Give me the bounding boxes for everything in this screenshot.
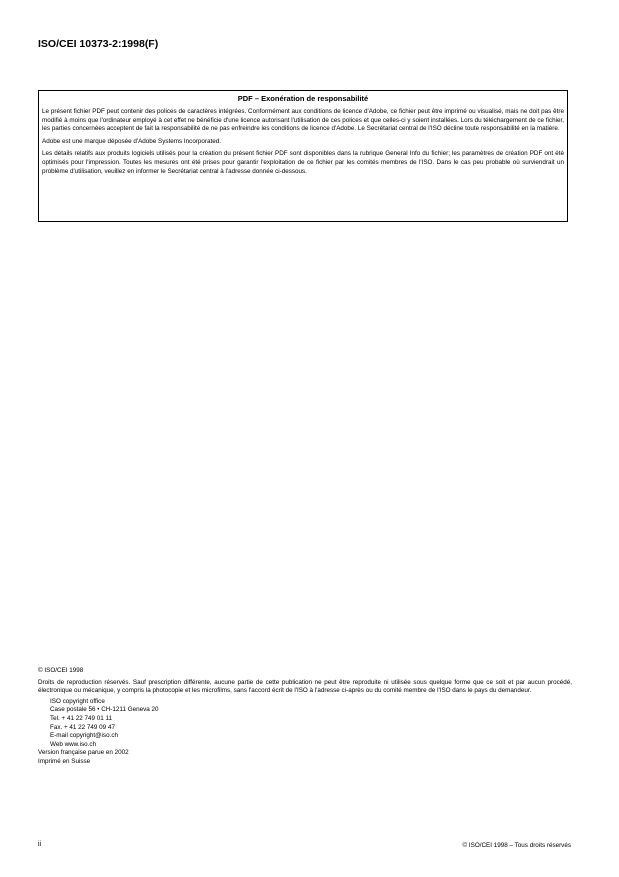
address-fax: Fax. + 41 22 749 09 47 — [50, 723, 115, 731]
disclaimer-paragraph-trademark: Adobe est une marque déposée d'Adobe Systems Incorporated. — [42, 137, 222, 145]
address-web: Web www.iso.ch — [50, 740, 97, 748]
printed-in-note: Imprimé en Suisse — [38, 757, 91, 765]
document-identifier: ISO/CEI 10373-2:1998(F) — [38, 38, 159, 50]
address-line: Case postale 56 • CH-1211 Geneva 20 — [50, 706, 159, 714]
copyright-block — [38, 667, 572, 767]
copyright-notice: © ISO/CEI 1998 — [38, 667, 84, 674]
address-phone: Tel. + 41 22 749 01 11 — [50, 714, 113, 722]
disclaimer-paragraph-software: Les détails relatifs aux produits logiciels utilisés pour la création du présent fichier PDF sont disponibles dans la rubrique General Info du fichier; les paramètres de création PDF ont été optimisés pour l'impression. Toutes les mesures ont été prises pour garantir l'exploitation de ce fichier par les comités membres de l'ISO. Dans le cas peu probable où surviendrait un problème d'utilisation, veuillez en informer le Secrétariat central à l'adresse donnée ci-dessous. — [42, 150, 564, 175]
copyright-office-address — [50, 698, 572, 750]
disclaimer-paragraph-fonts: Le présent fichier PDF peut contenir des polices de caractères intégrées. Conformément aux conditions de licence d'Adobe, ce fichier peut être imprimé ou visualisé, mais ne doit pas être modifié à moins que l'ordinateur employé à cet effet ne bénéficie d'une licence autorisant l'utilisation de ces polices et que celles-ci y soient installées. Lors du téléchargement de ce fichier, les parties concernées acceptent de fait la responsabilité de ne pas enfreindre les conditions de licence d'Adobe. Le Secrétariat central de l'ISO décline toute responsabilité en la matière. — [42, 108, 564, 133]
pdf-disclaimer-box — [38, 90, 568, 222]
address-line: ISO copyright office — [50, 697, 105, 705]
page-number: ii — [38, 841, 42, 848]
disclaimer-title: PDF – Exonération de responsabilité — [237, 94, 369, 103]
reproduction-rights: Droits de reproduction réservés. Sauf prescription différente, aucune partie de cette publication ne peut être reproduite ni utilisée sous quelque forme que ce soit et par aucun procédé, électronique ou mécanique, y compris la photocopie et les microfilms, sans l'accord écrit de l'ISO à l'adresse ci-après ou du comité membre de l'ISO dans le pays du demandeur. — [38, 678, 572, 695]
address-email: E-mail copyright@iso.ch — [50, 732, 118, 740]
footer-rights-notice: © ISO/CEI 1998 – Tous droits réservés — [462, 842, 571, 849]
edition-note: Version française parue en 2002 — [38, 749, 129, 757]
